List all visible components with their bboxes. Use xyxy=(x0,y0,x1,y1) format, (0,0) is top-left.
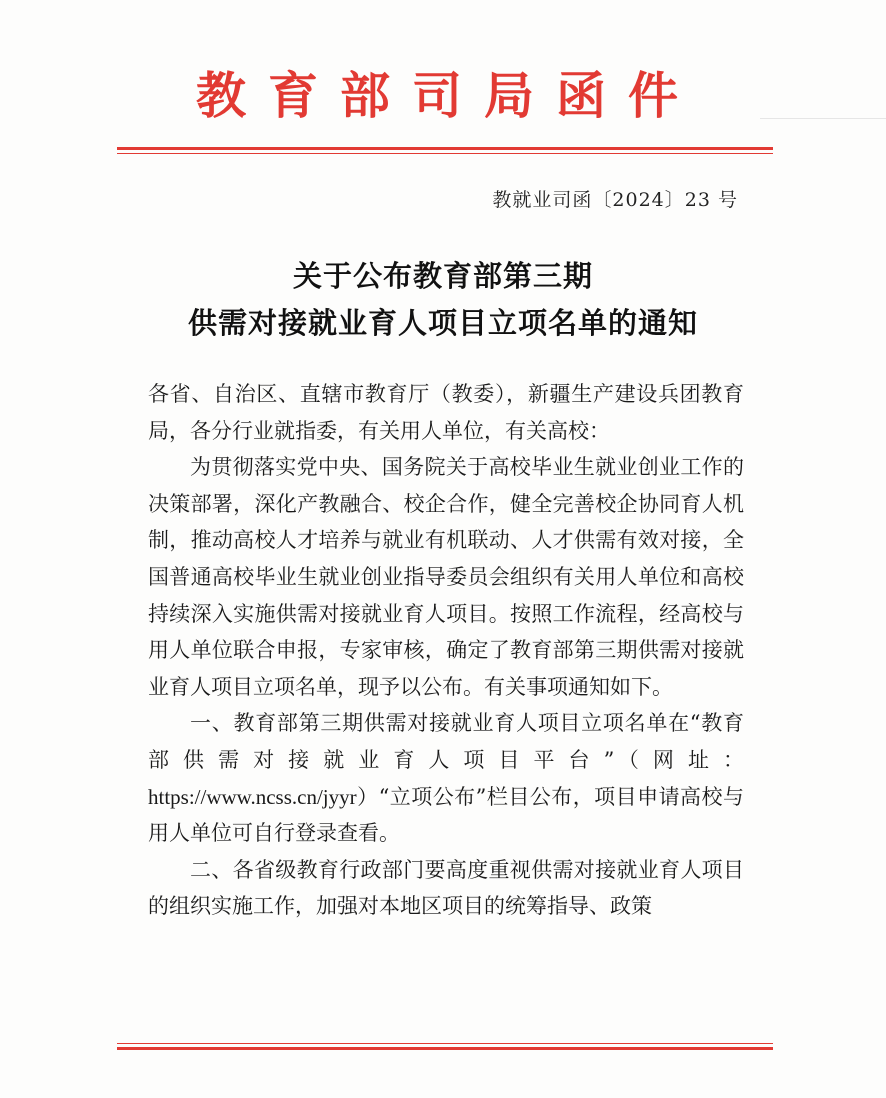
paragraph-item-2: 二、各省级教育行政部门要高度重视供需对接就业育人项目的组织实施工作，加强对本地区项目的统筹指导、政策 xyxy=(148,857,744,919)
document-title-line-2: 供需对接就业育人项目立项名单的通知 xyxy=(187,306,698,340)
footer-red-rule xyxy=(117,1047,773,1050)
document-title-line-1: 关于公布教育部第三期 xyxy=(292,259,593,293)
paragraph-item-1 xyxy=(148,705,744,851)
paragraph-intro: 为贯彻落实党中央、国务院关于高校毕业生就业创业工作的决策部署，深化产教融合、校企合作，健全完善校企协同育人机制，推动高校人才培养与就业有机联动、人才供需有效对接，全国普通高校毕业生就业创业指导委员会组织有关用人单位和高校持续深入实施供需对接就业育人项目。按照工作流程，经高校与用人单位联合申报，专家审核，确定了教育部第三期供需对接就业育人项目立项名单，现予以公布。有关事项通知如下。 xyxy=(148,455,744,699)
header-red-rule-thin xyxy=(117,153,773,154)
document-body xyxy=(148,376,744,925)
scan-line xyxy=(760,118,886,119)
paragraph-item-1-tail: ）“立项公布”栏目公布，项目申请高校与用人单位可自行登录查看。 xyxy=(148,784,744,846)
header-red-rule xyxy=(117,147,773,150)
paragraph-item-1-text: 一、教育部第三期供需对接就业育人项目立项名单在“教育部供需对接就业育人项目平台”（网址： xyxy=(148,711,744,772)
addressees: 各省、自治区、直辖市教育厅（教委），新疆生产建设兵团教育局，各分行业就指委，有关用人单位，有关高校： xyxy=(148,382,744,443)
footer-red-rule-thin xyxy=(117,1043,773,1044)
masthead-title: 教育部司局函件 xyxy=(196,67,700,125)
document-number: 教就业司函〔2024〕23 号 xyxy=(492,189,738,211)
platform-url[interactable]: https://www.ncss.cn/jyyr xyxy=(148,784,357,809)
